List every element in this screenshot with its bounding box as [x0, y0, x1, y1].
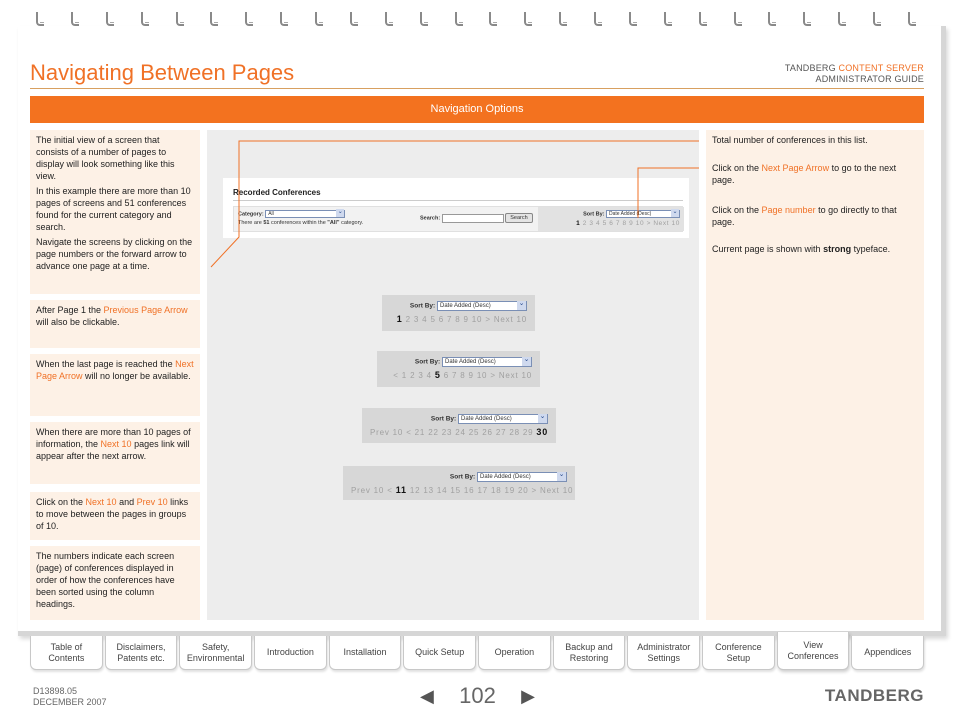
note-highlight: Next Page Arrow	[761, 163, 830, 173]
page-number: 102	[459, 683, 496, 708]
binder-ring	[176, 12, 184, 26]
binder-ring	[734, 12, 742, 26]
binder-ring	[908, 12, 916, 26]
binder-ring	[141, 12, 149, 26]
callout-next-arrow-line	[638, 168, 699, 218]
tab-quick-setup[interactable]: Quick Setup	[403, 636, 476, 670]
note-total: Total number of conferences in this list.	[712, 135, 868, 145]
sort-label: Sort By:	[583, 211, 605, 218]
tab-operation[interactable]: Operation	[478, 636, 551, 670]
note-text: to go directly to that page.	[712, 205, 897, 227]
sort-select[interactable]: Date Added (Desc) ⌄	[477, 472, 567, 482]
page-links[interactable]: 12 13 14 15 16 17 18 19 20 > Next 10	[406, 486, 574, 495]
brand-product: CONTENT SERVER	[838, 63, 924, 73]
binder-ring	[489, 12, 497, 26]
note-text: When the last page is reached the	[36, 359, 176, 369]
sort-select[interactable]: Date Added (Desc) ⌄	[442, 357, 532, 367]
tab-installation[interactable]: Installation	[329, 636, 402, 670]
search-label: Search:	[420, 215, 441, 222]
binder-ring	[385, 12, 393, 26]
note-text: pages link will appear after the next arrow.	[36, 439, 190, 461]
binder-ring	[524, 12, 532, 26]
note-page-numbers	[30, 546, 200, 620]
binder-ring	[594, 12, 602, 26]
page-title: Navigating Between Pages	[30, 60, 295, 85]
binder-ring	[838, 12, 846, 26]
note-text: The initial view of a screen that consists of a number of pages to display will look something like this view.	[36, 135, 175, 181]
sort-select[interactable]: Date Added (Desc) ⌄	[437, 301, 527, 311]
tab-appendices[interactable]: Appendices	[851, 636, 924, 670]
note-highlight: Page number	[761, 205, 816, 215]
note-strong: strong	[823, 244, 852, 254]
note-text: will also be clickable.	[36, 317, 120, 327]
note-text: and	[116, 497, 137, 507]
binder-ring	[350, 12, 358, 26]
binder-ring	[455, 12, 463, 26]
note-text: typeface.	[851, 244, 891, 254]
note-last-page	[30, 354, 200, 416]
binder-ring	[106, 12, 114, 26]
note-text: When there are more than 10 pages of information, the	[36, 427, 191, 449]
binder-ring	[280, 12, 288, 26]
search-button[interactable]: Search	[505, 213, 532, 223]
page-navigator	[420, 683, 535, 709]
summary-text: conferences within the	[269, 220, 328, 226]
note-current-page	[712, 243, 918, 255]
binder-ring	[559, 12, 567, 26]
note-text: After Page 1 the	[36, 305, 104, 315]
binder-ring	[315, 12, 323, 26]
note-highlight: Next 10	[85, 497, 117, 507]
category-select[interactable]: All ⌄	[265, 210, 345, 218]
callout-total-line	[211, 141, 699, 267]
note-next-10	[30, 422, 200, 484]
binder-ring	[629, 12, 637, 26]
tab-safety[interactable]: Safety, Environmental	[179, 636, 252, 670]
current-page: 1	[396, 314, 403, 324]
binder-ring	[210, 12, 218, 26]
note-text: In this example there are more than 10 pages of screens and 51 conferences found for the current category and search.	[36, 186, 191, 232]
current-page: 11	[395, 485, 407, 495]
note-prev-next-10	[30, 492, 200, 540]
binder-ring	[803, 12, 811, 26]
note-text: Click on the	[712, 163, 762, 173]
note-text: The numbers indicate each screen (page) of conferences displayed in order of how the conferences have been sorted using the column headings.	[36, 551, 175, 609]
page-links[interactable]: 6 7 8 9 10 > Next 10	[440, 371, 532, 380]
recorded-conferences-title: Recorded Conferences	[233, 188, 321, 197]
tandberg-logo: TANDBERG	[824, 686, 924, 705]
page-links[interactable]: 2 3 4 5 6 7 8 9 10 > Next 10	[580, 220, 680, 227]
sort-select[interactable]: Date Added (Desc) ⌄	[458, 414, 548, 424]
tab-introduction[interactable]: Introduction	[254, 636, 327, 670]
conference-count: 51	[263, 220, 270, 226]
sort-select[interactable]: Date Added (Desc) ⌄	[606, 210, 680, 218]
current-page: 5	[434, 370, 441, 380]
note-previous-arrow	[30, 300, 200, 348]
note-text: Click on the	[712, 205, 762, 215]
right-triangle-icon[interactable]: ▶	[521, 686, 535, 706]
tab-backup-restoring[interactable]: Backup and Restoring	[553, 636, 626, 670]
note-initial-view	[30, 130, 200, 294]
note-highlight: Next 10	[100, 439, 132, 449]
page-links[interactable]: < 1 2 3 4	[393, 371, 435, 380]
note-page-number	[712, 204, 918, 228]
note-highlight: Next Page Arrow	[36, 359, 194, 381]
callout-lines	[207, 130, 699, 620]
note-text: links to move between the pages in groups of 10.	[36, 497, 189, 531]
tab-disclaimers[interactable]: Disclaimers, Patents etc.	[105, 636, 178, 670]
binder-ring	[768, 12, 776, 26]
tab-table-of-contents[interactable]: Table of Contents	[30, 636, 103, 670]
sort-label: Sort By:	[449, 473, 476, 481]
note-text: Navigate the screens by clicking on the page numbers or the forward arrow to advance one page at a time.	[36, 237, 193, 271]
binder-ring	[873, 12, 881, 26]
section-band: Navigation Options	[30, 96, 924, 123]
chapter-nav	[30, 636, 924, 670]
note-text: Click on the	[36, 497, 86, 507]
brand-name: TANDBERG	[784, 63, 839, 73]
note-text: Current page is shown with	[712, 244, 824, 254]
right-notes	[706, 130, 924, 620]
note-highlight: Prev 10	[136, 497, 168, 507]
tab-conference-setup[interactable]: Conference Setup	[702, 636, 775, 670]
binder-ring	[245, 12, 253, 26]
left-triangle-icon[interactable]: ◀	[420, 686, 434, 706]
sort-label: Sort By:	[430, 415, 457, 423]
note-next-page-arrow	[712, 162, 918, 186]
sort-label: Sort By:	[414, 358, 441, 366]
note-highlight: Previous Page Arrow	[103, 305, 188, 315]
summary-category: "All"	[327, 220, 340, 226]
brand-header	[785, 63, 924, 85]
binder-ring	[699, 12, 707, 26]
doc-number: D13898.05	[33, 686, 78, 696]
binder-ring	[71, 12, 79, 26]
binder-ring	[36, 12, 44, 26]
page-links[interactable]: Prev 10 < 21 22 23 24 25 26 27 28 29	[370, 428, 537, 437]
page-links[interactable]: 2 3 4 5 6 7 8 9 10 > Next 10	[402, 315, 527, 324]
document-id	[33, 686, 107, 708]
brand-guide: ADMINISTRATOR GUIDE	[815, 74, 924, 84]
current-page: 30	[536, 427, 549, 437]
screenshot-area	[207, 130, 699, 620]
note-text: to go to the next page.	[712, 163, 897, 185]
sort-label: Sort By:	[409, 302, 436, 310]
category-label: Category:	[238, 211, 264, 218]
summary-text: category.	[339, 220, 364, 226]
note-text: will no longer be available.	[82, 371, 191, 381]
title-divider	[30, 88, 924, 89]
current-page[interactable]: 1	[576, 220, 581, 227]
tab-view-conferences[interactable]: View Conferences	[777, 632, 850, 670]
doc-date: DECEMBER 2007	[33, 697, 107, 707]
tab-administrator-settings[interactable]: Administrator Settings	[627, 636, 700, 670]
binder-ring	[664, 12, 672, 26]
summary-text: There are	[238, 220, 264, 226]
page-links[interactable]: Prev 10 <	[351, 486, 396, 495]
binder-ring	[420, 12, 428, 26]
